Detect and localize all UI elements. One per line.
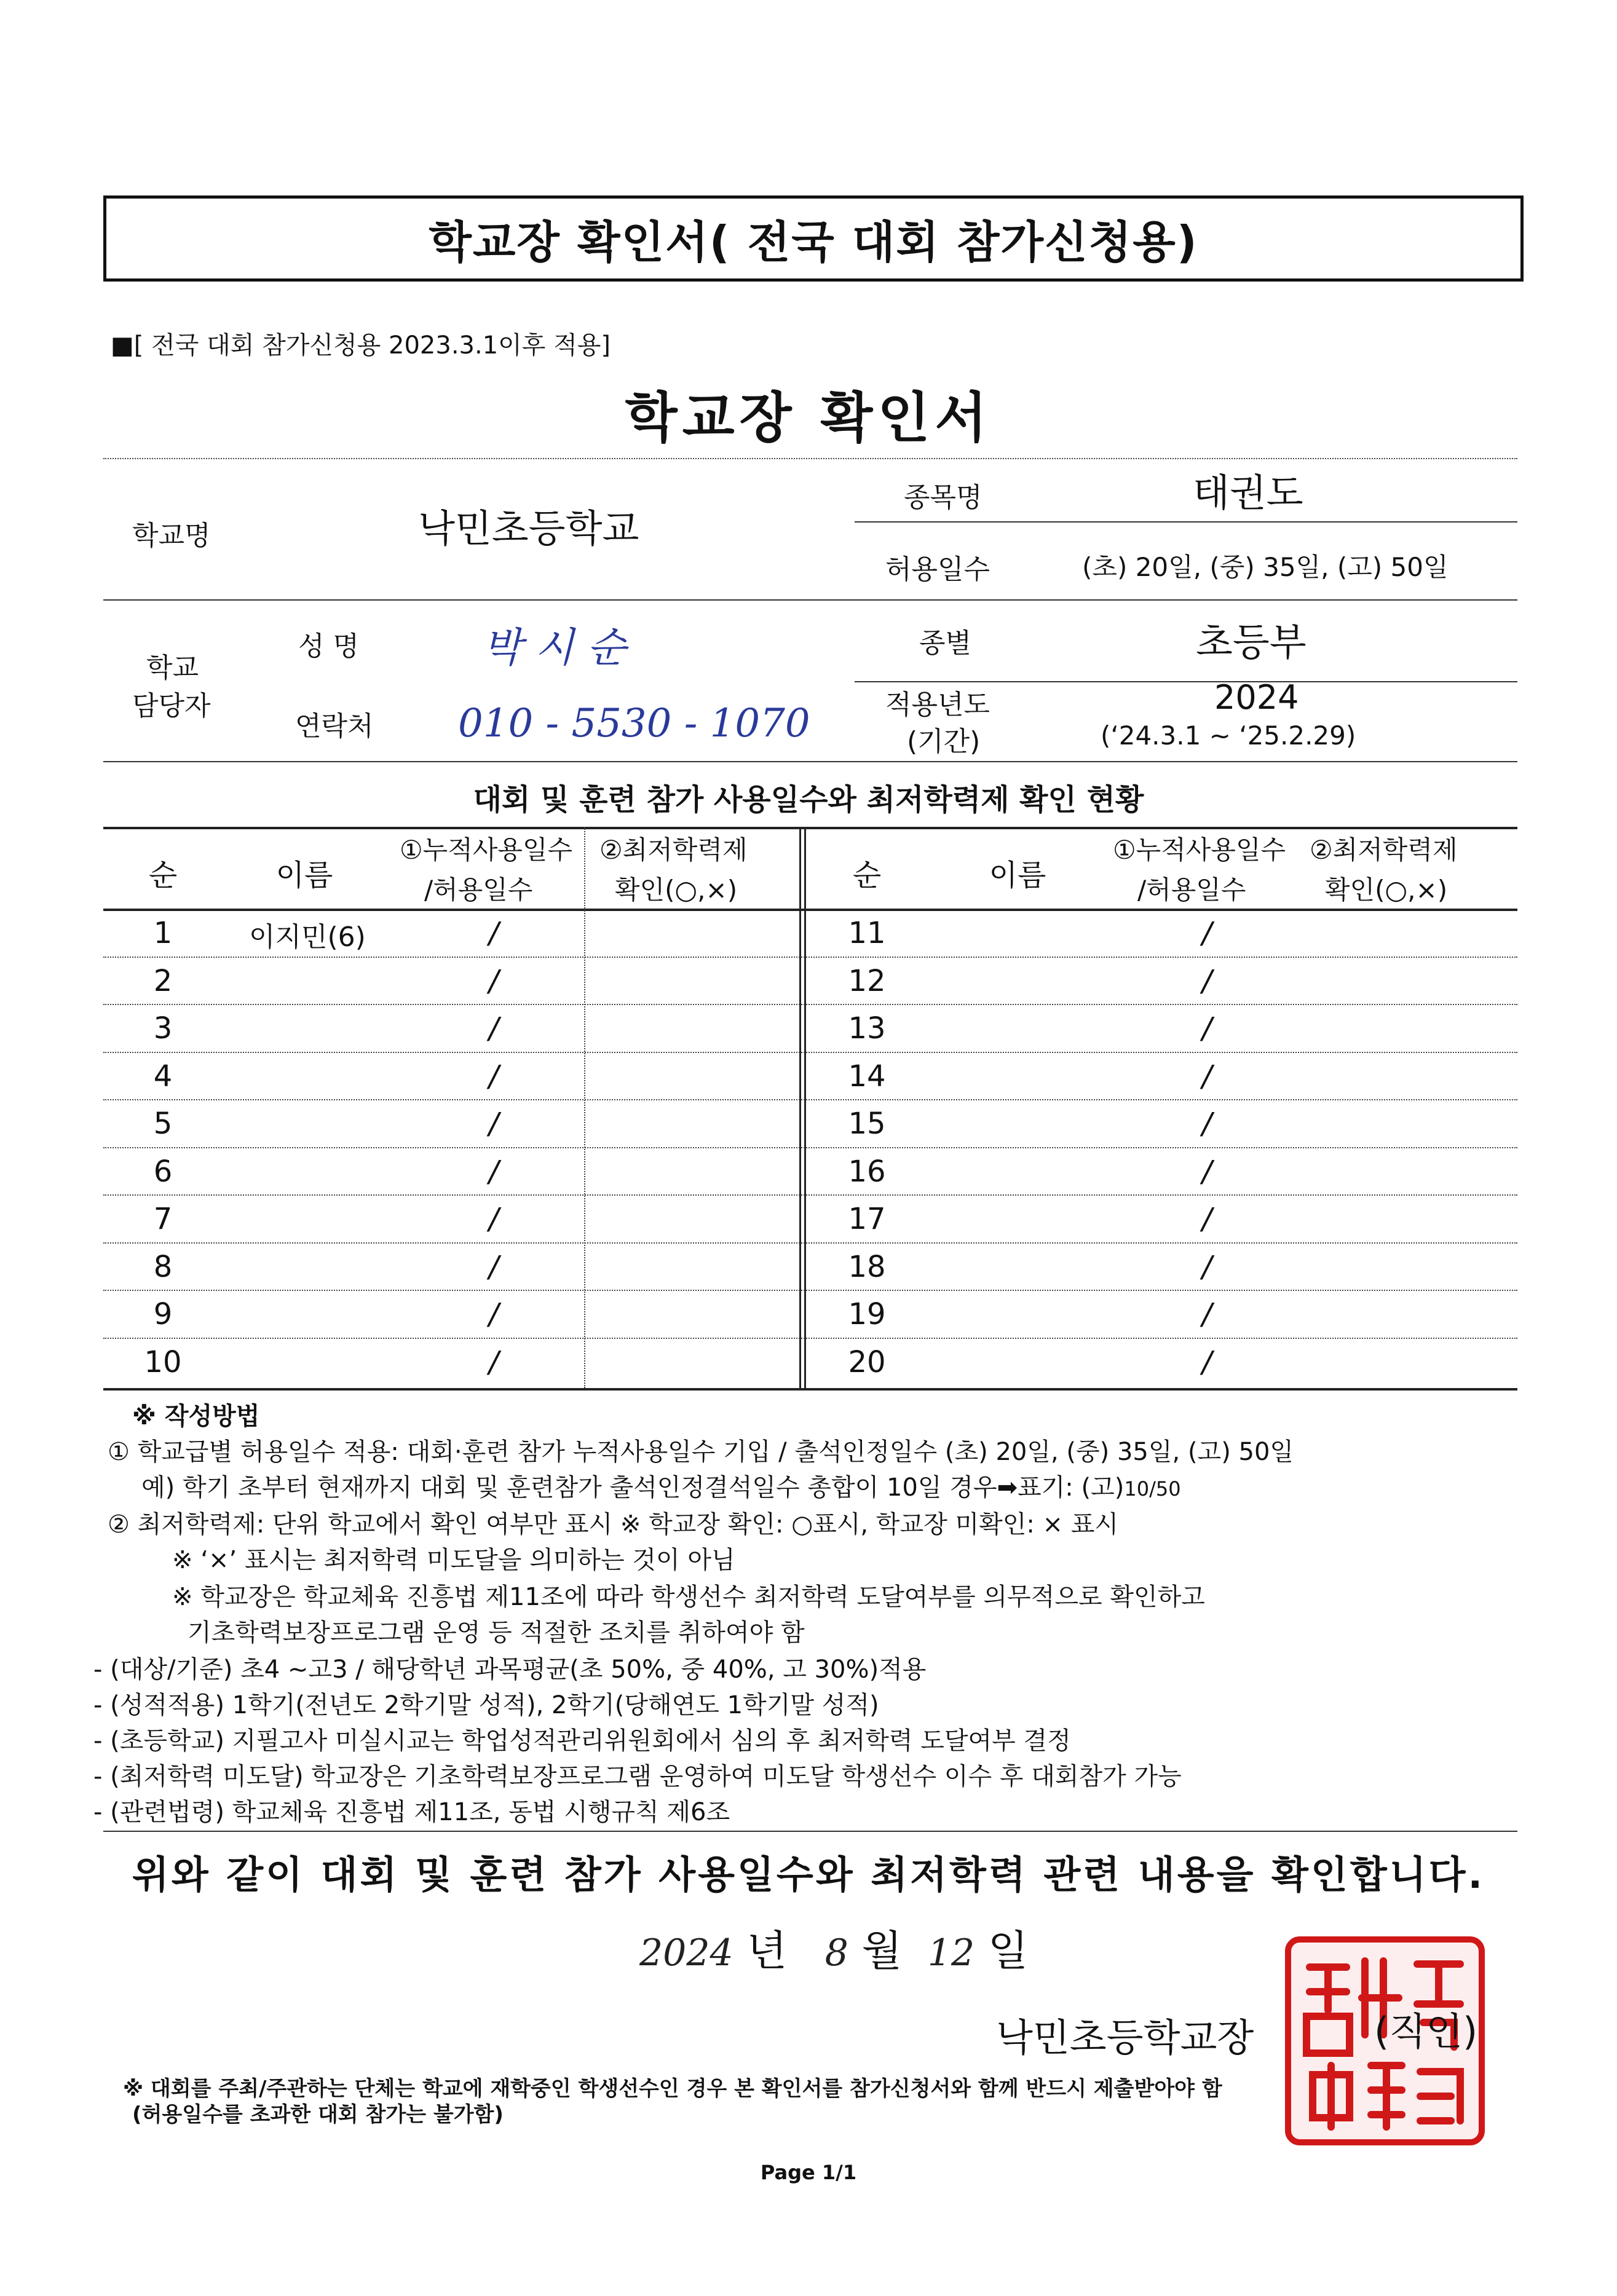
days-slash: / [489, 1154, 499, 1189]
info-bottom-rule [103, 761, 1517, 762]
date-year-handwritten: 2024 [639, 1931, 733, 1974]
signature-date [639, 1918, 1028, 1978]
instruction-line-1: ① 학교급별 허용일수 적용: 대회·훈련 참가 누적사용일수 기입 / 출석인정일수 (초) 20일, (중) 35일, (고) 50일 [108, 1438, 1294, 1466]
sport-value: 태권도 [1193, 470, 1303, 515]
name-label: 성 명 [298, 631, 359, 662]
col-header-min-left-1: ②최저학력제 [599, 835, 748, 865]
days-slash: / [489, 1107, 499, 1141]
row-number: 19 [848, 1297, 886, 1331]
col-header-no-right: 순 [852, 858, 882, 893]
table-top-rule [103, 827, 1517, 829]
date-month-handwritten: 8 [824, 1931, 848, 1974]
school-name: 낙민초등학교 [418, 506, 639, 551]
instruction-line-3: ② 최저학력제: 단위 학교에서 확인 여부만 표시 ※ 학교장 확인: ○표시, 학교장 미확인: × 표시 [108, 1510, 1119, 1539]
col-header-min-left-2: 확인(○,×) [615, 875, 738, 905]
days-slash: / [489, 1297, 499, 1331]
year-value: 2024 [1214, 678, 1299, 717]
row-number: 3 [153, 1011, 173, 1046]
document-title: 학교장 확인서( 전국 대회 참가신청용) [429, 216, 1198, 268]
row-number: 5 [153, 1107, 173, 1141]
date-day-handwritten: 12 [927, 1931, 975, 1974]
row-number: 15 [848, 1107, 886, 1141]
row-number: 14 [848, 1059, 886, 1094]
instruction-line-9: - (초등학교) 지필고사 미실시교는 학업성적관리위원회에서 심의 후 최저학력 도달여부 결정 [93, 1727, 1071, 1755]
table-row-separator [103, 1099, 1517, 1100]
info-rule-sport [855, 521, 1517, 523]
table-col-divider-left [584, 827, 585, 909]
instructions-bottom-rule [103, 1831, 1517, 1832]
row-number: 1 [153, 916, 173, 950]
row-number: 7 [153, 1202, 173, 1236]
days-slash: / [1202, 1344, 1212, 1379]
page-number: Page 1/1 [760, 2161, 857, 2184]
instruction-line-7: - (대상/기준) 초4 ~고3 / 해당학년 과목평균(초 50%, 중 40%, 고 30%)적용 [93, 1655, 927, 1684]
col-header-days-left-1: ①누적사용일수 [400, 835, 573, 865]
principal-name: 낙민초등학교장 [996, 2015, 1254, 2060]
table-center-divider [799, 827, 801, 1388]
row-number: 20 [848, 1344, 886, 1379]
row-number: 2 [153, 963, 173, 998]
footer-note-1: ※ 대회를 주최/주관하는 단체는 학교에 재학중인 학생선수인 경우 본 확인서를 참가신청서와 함께 반드시 제출받아야 함 [123, 2077, 1222, 2101]
date-month-unit: 월 [861, 1927, 903, 1976]
row-number: 18 [848, 1249, 886, 1284]
division-label: 종별 [919, 628, 972, 659]
info-rule-middle [103, 599, 1517, 601]
instruction-line-2: 예) 학기 초부터 현재까지 대회 및 훈련참가 출석인정결석일수 총합이 10일 경우➡표기: (고)10/50 [141, 1473, 1181, 1502]
days-slash: / [1202, 1202, 1212, 1236]
col-header-days-right-1: ①누적사용일수 [1113, 835, 1286, 865]
table-row-separator [103, 1004, 1517, 1005]
days-slash: / [1202, 1249, 1212, 1284]
col-header-days-left-2: /허용일수 [424, 875, 533, 905]
days-slash: / [489, 1059, 499, 1094]
col-header-name-left: 이름 [275, 858, 333, 893]
days-slash: / [489, 1344, 499, 1379]
instruction-line-11: - (관련법령) 학교체육 진흥법 제11조, 동법 시행규칙 제6조 [93, 1798, 730, 1826]
table-bottom-rule [103, 1388, 1517, 1391]
col-header-min-right-1: ②최저학력제 [1310, 835, 1458, 865]
seal-label: (직인) [1374, 2009, 1478, 2054]
col-header-min-right-2: 확인(○,×) [1325, 875, 1448, 905]
days-slash: / [1202, 1297, 1212, 1331]
days-slash: / [489, 1011, 499, 1046]
row-number: 9 [153, 1297, 173, 1331]
student-name: 이지민(6) [249, 921, 366, 953]
document-title-box [103, 195, 1524, 282]
row-number: 13 [848, 1011, 886, 1046]
table-row-separator [103, 1338, 1517, 1339]
form-title: 학교장 확인서 [625, 386, 992, 449]
row-number: 17 [848, 1202, 886, 1236]
table-row-separator [103, 1194, 1517, 1196]
table-row-separator [103, 1290, 1517, 1291]
info-top-rule [103, 458, 1517, 459]
row-number: 4 [153, 1059, 173, 1094]
staff-label-person: 담당자 [132, 690, 211, 722]
contact-handwritten: 010 - 5530 - 1070 [458, 701, 810, 746]
instruction-line-4: ※ ‘×’ 표시는 최저학력 미도달을 의미하는 것이 아님 [172, 1546, 735, 1574]
division-value: 초등부 [1196, 620, 1307, 665]
period-value: (‘24.3.1 ~ ‘25.2.29) [1101, 720, 1356, 751]
days-slash: / [489, 916, 499, 950]
table-title: 대회 및 훈련 참가 사용일수와 최저학력제 확인 현황 [473, 783, 1144, 817]
col-header-name-right: 이름 [989, 858, 1046, 893]
instruction-line-5: ※ 학교장은 학교체육 진흥법 제11조에 따라 학생선수 최저학력 도달여부를 의무적으로 확인하고 [172, 1583, 1205, 1611]
table-center-divider-2 [804, 827, 806, 1388]
table-row-separator [103, 1242, 1517, 1244]
row-number: 8 [153, 1249, 173, 1284]
days-slash: / [1202, 1107, 1212, 1141]
row-number: 12 [848, 963, 886, 998]
row-number: 10 [144, 1344, 182, 1379]
date-day-unit: 일 [987, 1927, 1029, 1976]
days-slash: / [1202, 1059, 1212, 1094]
staff-name-handwritten: 박 시 순 [483, 624, 627, 671]
days-slash: / [489, 963, 499, 998]
col-header-days-right-2: /허용일수 [1137, 875, 1246, 905]
allowed-days-label: 허용일수 [885, 554, 990, 585]
table-col-divider-min-left [584, 909, 585, 1388]
contact-label: 연락처 [295, 711, 374, 742]
table-header-rule [103, 909, 1517, 911]
row-number: 11 [848, 916, 886, 950]
days-slash: / [1202, 963, 1212, 998]
year-label: 적용년도 [885, 689, 990, 720]
sport-label: 종목명 [904, 482, 982, 513]
confirmation-statement: 위와 같이 대회 및 훈련 참가 사용일수와 최저학력 관련 내용을 확인합니다. [132, 1852, 1485, 1897]
date-year-unit: 년 [746, 1927, 788, 1976]
table-row-separator [103, 1052, 1517, 1053]
col-header-no-left: 순 [148, 858, 178, 893]
instructions-heading: ※ 작성방법 [132, 1402, 260, 1430]
staff-label-school: 학교 [146, 652, 199, 684]
row-number: 6 [153, 1154, 173, 1189]
footer-note-2: (허용일수를 초과한 대회 참가는 불가함) [132, 2102, 504, 2127]
days-slash: / [1202, 1011, 1212, 1046]
allowed-days-value: (초) 20일, (중) 35일, (고) 50일 [1082, 552, 1449, 582]
year-period-label: (기간) [907, 726, 981, 757]
table-row-separator [103, 1147, 1517, 1148]
days-slash: / [489, 1202, 499, 1236]
days-slash: / [489, 1249, 499, 1284]
instruction-line-10: - (최저학력 미도달) 학교장은 기초학력보장프로그램 운영하여 미도달 학생선수 이수 후 대회참가 가능 [93, 1762, 1182, 1791]
row-number: 16 [848, 1154, 886, 1189]
instruction-line-6: 기초학력보장프로그램 운영 등 적절한 조치를 취하여야 함 [188, 1619, 805, 1647]
table-row-separator [103, 957, 1517, 958]
days-slash: / [1202, 916, 1212, 950]
days-slash: / [1202, 1154, 1212, 1189]
instruction-line-8: - (성적적용) 1학기(전년도 2학기말 성적), 2학기(당해연도 1학기말 성적) [93, 1691, 879, 1719]
school-label: 학교명 [132, 520, 211, 551]
applicability-note: ■[ 전국 대회 참가신청용 2023.3.1이후 적용] [111, 331, 611, 360]
